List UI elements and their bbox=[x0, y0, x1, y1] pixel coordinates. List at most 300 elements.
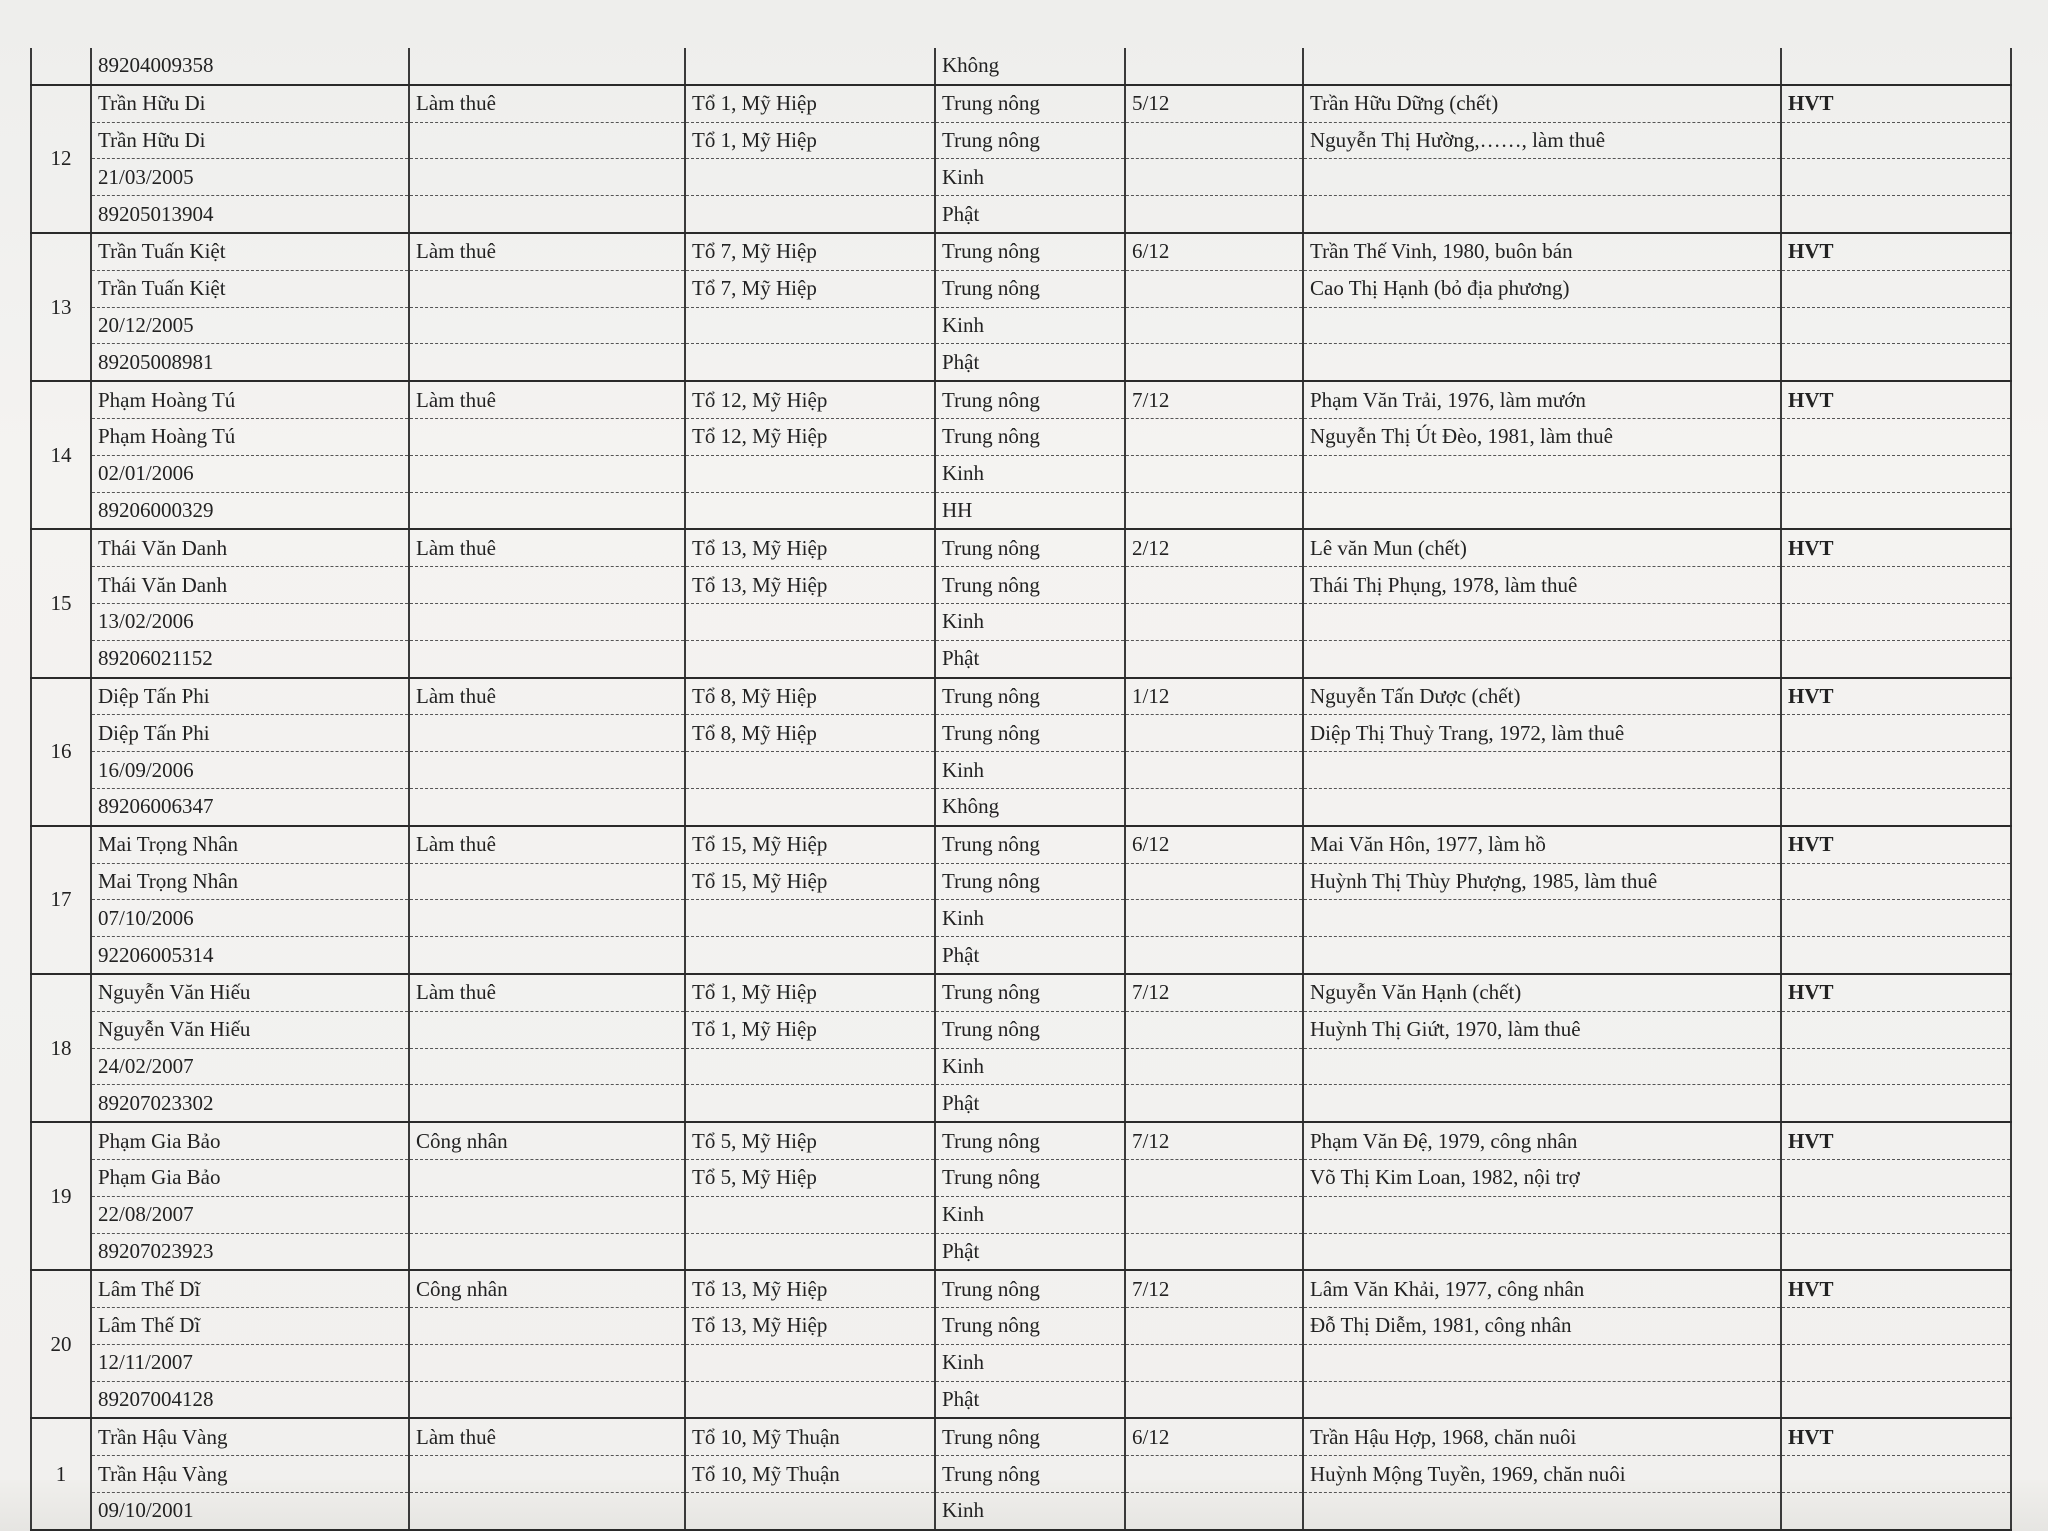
table-row bbox=[31, 603, 2011, 640]
class-cell: Trung nông bbox=[935, 826, 1125, 863]
person-name-cell: Trần Tuấn Kiệt bbox=[91, 233, 409, 270]
edu-cell bbox=[1125, 418, 1303, 455]
class-cell: Phật bbox=[935, 1085, 1125, 1122]
class-cell: Trung nông bbox=[935, 233, 1125, 270]
address-cell bbox=[685, 307, 935, 344]
table-row bbox=[31, 159, 2011, 196]
class-cell: Phật bbox=[935, 196, 1125, 233]
class-cell: Trung nông bbox=[935, 1270, 1125, 1307]
note-cell bbox=[1781, 863, 2011, 900]
note-cell: HVT bbox=[1781, 529, 2011, 566]
table-row bbox=[31, 270, 2011, 307]
parent-cell bbox=[1303, 48, 1781, 85]
table-row bbox=[31, 715, 2011, 752]
class-cell: Kinh bbox=[935, 752, 1125, 789]
job-cell bbox=[409, 1233, 685, 1270]
job-cell bbox=[409, 863, 685, 900]
note-cell: HVT bbox=[1781, 826, 2011, 863]
person-name-cell: Trần Hữu Di bbox=[91, 122, 409, 159]
parent-cell bbox=[1303, 937, 1781, 974]
address-cell: Tổ 8, Mỹ Hiệp bbox=[685, 715, 935, 752]
edu-cell: 6/12 bbox=[1125, 1418, 1303, 1455]
job-cell bbox=[409, 122, 685, 159]
table-row bbox=[31, 122, 2011, 159]
person-name-cell: Phạm Hoàng Tú bbox=[91, 418, 409, 455]
edu-cell bbox=[1125, 863, 1303, 900]
note-cell bbox=[1781, 715, 2011, 752]
person-name-cell: Phạm Gia Bảo bbox=[91, 1122, 409, 1159]
stt-cell: 16 bbox=[31, 678, 91, 826]
address-cell bbox=[685, 603, 935, 640]
note-cell bbox=[1781, 1159, 2011, 1196]
edu-cell bbox=[1125, 1344, 1303, 1381]
note-cell bbox=[1781, 1493, 2011, 1530]
stt-cell: 14 bbox=[31, 381, 91, 529]
note-cell: HVT bbox=[1781, 85, 2011, 122]
edu-cell bbox=[1125, 48, 1303, 85]
parent-cell: Mai Văn Hôn, 1977, làm hồ bbox=[1303, 826, 1781, 863]
edu-cell bbox=[1125, 603, 1303, 640]
stt-cell: 17 bbox=[31, 826, 91, 974]
address-cell bbox=[685, 455, 935, 492]
class-cell: Không bbox=[935, 788, 1125, 825]
person-name-cell: 89206000329 bbox=[91, 492, 409, 529]
person-name-cell: Trần Hậu Vàng bbox=[91, 1418, 409, 1455]
table-row bbox=[31, 492, 2011, 529]
table-row bbox=[31, 974, 2011, 1011]
person-name-cell: 16/09/2006 bbox=[91, 752, 409, 789]
job-cell bbox=[409, 1493, 685, 1530]
table-row bbox=[31, 344, 2011, 381]
edu-cell bbox=[1125, 1233, 1303, 1270]
table-row bbox=[31, 863, 2011, 900]
job-cell bbox=[409, 1011, 685, 1048]
parent-cell bbox=[1303, 640, 1781, 677]
edu-cell: 7/12 bbox=[1125, 381, 1303, 418]
class-cell: Kinh bbox=[935, 159, 1125, 196]
parent-cell: Lê văn Mun (chết) bbox=[1303, 529, 1781, 566]
parent-cell: Trần Hữu Dững (chết) bbox=[1303, 85, 1781, 122]
edu-cell: 1/12 bbox=[1125, 678, 1303, 715]
note-cell: HVT bbox=[1781, 233, 2011, 270]
stt-cell: 1 bbox=[31, 1418, 91, 1529]
address-cell bbox=[685, 48, 935, 85]
address-cell: Tổ 10, Mỹ Thuận bbox=[685, 1418, 935, 1455]
note-cell: HVT bbox=[1781, 381, 2011, 418]
job-cell bbox=[409, 196, 685, 233]
table-row bbox=[31, 1493, 2011, 1530]
class-cell: Trung nông bbox=[935, 715, 1125, 752]
address-cell bbox=[685, 788, 935, 825]
table-row bbox=[31, 455, 2011, 492]
record-sheet bbox=[30, 48, 2010, 1531]
job-cell: Làm thuê bbox=[409, 529, 685, 566]
note-cell bbox=[1781, 1233, 2011, 1270]
address-cell bbox=[685, 1085, 935, 1122]
edu-cell bbox=[1125, 1159, 1303, 1196]
person-name-cell: 89207023302 bbox=[91, 1085, 409, 1122]
note-cell bbox=[1781, 196, 2011, 233]
edu-cell bbox=[1125, 270, 1303, 307]
address-cell bbox=[685, 640, 935, 677]
person-name-cell: 21/03/2005 bbox=[91, 159, 409, 196]
job-cell bbox=[409, 937, 685, 974]
edu-cell: 2/12 bbox=[1125, 529, 1303, 566]
table-row bbox=[31, 640, 2011, 677]
job-cell: Làm thuê bbox=[409, 233, 685, 270]
address-cell: Tổ 5, Mỹ Hiệp bbox=[685, 1122, 935, 1159]
parent-cell bbox=[1303, 455, 1781, 492]
note-cell bbox=[1781, 307, 2011, 344]
address-cell bbox=[685, 1381, 935, 1418]
class-cell: Trung nông bbox=[935, 381, 1125, 418]
parent-cell: Huỳnh Thị Giứt, 1970, làm thuê bbox=[1303, 1011, 1781, 1048]
stt-cell: 20 bbox=[31, 1270, 91, 1418]
person-name-cell: 89206006347 bbox=[91, 788, 409, 825]
person-name-cell: 02/01/2006 bbox=[91, 455, 409, 492]
note-cell bbox=[1781, 1456, 2011, 1493]
parent-cell bbox=[1303, 307, 1781, 344]
person-name-cell: Diệp Tấn Phi bbox=[91, 678, 409, 715]
note-cell bbox=[1781, 1381, 2011, 1418]
table-row bbox=[31, 418, 2011, 455]
address-cell bbox=[685, 159, 935, 196]
table-row bbox=[31, 1344, 2011, 1381]
person-name-cell: Thái Văn Danh bbox=[91, 567, 409, 604]
note-cell: HVT bbox=[1781, 1122, 2011, 1159]
address-cell: Tổ 13, Mỹ Hiệp bbox=[685, 1270, 935, 1307]
table-row bbox=[31, 1381, 2011, 1418]
person-name-cell: Trần Hữu Di bbox=[91, 85, 409, 122]
job-cell bbox=[409, 788, 685, 825]
address-cell: Tổ 13, Mỹ Hiệp bbox=[685, 567, 935, 604]
note-cell bbox=[1781, 603, 2011, 640]
note-cell bbox=[1781, 455, 2011, 492]
person-name-cell: Thái Văn Danh bbox=[91, 529, 409, 566]
edu-cell bbox=[1125, 455, 1303, 492]
parent-cell: Thái Thị Phụng, 1978, làm thuê bbox=[1303, 567, 1781, 604]
edu-cell bbox=[1125, 492, 1303, 529]
table-row bbox=[31, 1196, 2011, 1233]
edu-cell bbox=[1125, 715, 1303, 752]
person-name-cell: Lâm Thế Dĩ bbox=[91, 1270, 409, 1307]
person-name-cell: 12/11/2007 bbox=[91, 1344, 409, 1381]
person-name-cell: 92206005314 bbox=[91, 937, 409, 974]
address-cell: Tổ 10, Mỹ Thuận bbox=[685, 1456, 935, 1493]
class-cell: Trung nông bbox=[935, 567, 1125, 604]
address-cell: Tổ 13, Mỹ Hiệp bbox=[685, 529, 935, 566]
job-cell bbox=[409, 1085, 685, 1122]
person-name-cell: Trần Hậu Vàng bbox=[91, 1456, 409, 1493]
address-cell bbox=[685, 1344, 935, 1381]
person-name-cell: Nguyễn Văn Hiếu bbox=[91, 1011, 409, 1048]
class-cell: Trung nông bbox=[935, 863, 1125, 900]
address-cell bbox=[685, 1233, 935, 1270]
job-cell bbox=[409, 1196, 685, 1233]
parent-cell: Huỳnh Mộng Tuyền, 1969, chăn nuôi bbox=[1303, 1456, 1781, 1493]
job-cell: Làm thuê bbox=[409, 1418, 685, 1455]
person-name-cell: 89207004128 bbox=[91, 1381, 409, 1418]
job-cell: Làm thuê bbox=[409, 974, 685, 1011]
job-cell bbox=[409, 492, 685, 529]
address-cell: Tổ 12, Mỹ Hiệp bbox=[685, 418, 935, 455]
person-name-cell: 07/10/2006 bbox=[91, 900, 409, 937]
address-cell bbox=[685, 900, 935, 937]
stt-cell: 18 bbox=[31, 974, 91, 1122]
address-cell: Tổ 1, Mỹ Hiệp bbox=[685, 974, 935, 1011]
parent-cell bbox=[1303, 1493, 1781, 1530]
person-name-cell: Trần Tuấn Kiệt bbox=[91, 270, 409, 307]
job-cell bbox=[409, 900, 685, 937]
address-cell: Tổ 7, Mỹ Hiệp bbox=[685, 270, 935, 307]
parent-cell: Trần Hậu Hợp, 1968, chăn nuôi bbox=[1303, 1418, 1781, 1455]
parent-cell: Trần Thế Vinh, 1980, buôn bán bbox=[1303, 233, 1781, 270]
edu-cell: 7/12 bbox=[1125, 974, 1303, 1011]
person-name-cell: 89205008981 bbox=[91, 344, 409, 381]
parent-cell bbox=[1303, 752, 1781, 789]
table-row bbox=[31, 1456, 2011, 1493]
address-cell bbox=[685, 937, 935, 974]
person-name-cell: 89205013904 bbox=[91, 196, 409, 233]
job-cell bbox=[409, 640, 685, 677]
table-row bbox=[31, 826, 2011, 863]
stt-cell: 15 bbox=[31, 529, 91, 677]
job-cell bbox=[409, 1456, 685, 1493]
note-cell: HVT bbox=[1781, 1270, 2011, 1307]
job-cell bbox=[409, 1308, 685, 1345]
class-cell: Trung nông bbox=[935, 1122, 1125, 1159]
stt-cell bbox=[31, 48, 91, 85]
class-cell: Trung nông bbox=[935, 1456, 1125, 1493]
address-cell bbox=[685, 492, 935, 529]
person-name-cell: Nguyễn Văn Hiếu bbox=[91, 974, 409, 1011]
table-body bbox=[31, 48, 2011, 1530]
address-cell: Tổ 15, Mỹ Hiệp bbox=[685, 826, 935, 863]
note-cell bbox=[1781, 1308, 2011, 1345]
job-cell: Làm thuê bbox=[409, 678, 685, 715]
person-name-cell: 89206021152 bbox=[91, 640, 409, 677]
address-cell bbox=[685, 752, 935, 789]
person-name-cell: Phạm Hoàng Tú bbox=[91, 381, 409, 418]
stt-cell: 19 bbox=[31, 1122, 91, 1270]
person-name-cell: 89207023923 bbox=[91, 1233, 409, 1270]
stt-cell: 13 bbox=[31, 233, 91, 381]
class-cell: HH bbox=[935, 492, 1125, 529]
edu-cell: 6/12 bbox=[1125, 233, 1303, 270]
note-cell bbox=[1781, 159, 2011, 196]
job-cell: Làm thuê bbox=[409, 85, 685, 122]
note-cell bbox=[1781, 788, 2011, 825]
parent-cell bbox=[1303, 344, 1781, 381]
edu-cell: 5/12 bbox=[1125, 85, 1303, 122]
table-row bbox=[31, 567, 2011, 604]
id-cell: 89204009358 bbox=[91, 48, 409, 85]
job-cell: Công nhân bbox=[409, 1270, 685, 1307]
table-row bbox=[31, 1418, 2011, 1455]
job-cell bbox=[409, 48, 685, 85]
edu-cell bbox=[1125, 1196, 1303, 1233]
parent-cell bbox=[1303, 1048, 1781, 1085]
job-cell bbox=[409, 344, 685, 381]
edu-cell bbox=[1125, 1011, 1303, 1048]
address-cell: Tổ 1, Mỹ Hiệp bbox=[685, 122, 935, 159]
table-row bbox=[31, 1308, 2011, 1345]
parent-cell: Phạm Văn Đệ, 1979, công nhân bbox=[1303, 1122, 1781, 1159]
class-cell: Trung nông bbox=[935, 1308, 1125, 1345]
job-cell bbox=[409, 159, 685, 196]
table-row bbox=[31, 788, 2011, 825]
note-cell bbox=[1781, 752, 2011, 789]
edu-cell bbox=[1125, 1493, 1303, 1530]
note-cell bbox=[1781, 567, 2011, 604]
note-cell bbox=[1781, 122, 2011, 159]
address-cell: Tổ 13, Mỹ Hiệp bbox=[685, 1308, 935, 1345]
parent-cell: Nguyễn Tấn Dược (chết) bbox=[1303, 678, 1781, 715]
table-row bbox=[31, 85, 2011, 122]
job-cell bbox=[409, 752, 685, 789]
edu-cell bbox=[1125, 307, 1303, 344]
parent-cell: Nguyễn Thị Hường,……, làm thuê bbox=[1303, 122, 1781, 159]
parent-cell bbox=[1303, 1196, 1781, 1233]
class-cell: Trung nông bbox=[935, 1418, 1125, 1455]
address-cell bbox=[685, 1196, 935, 1233]
class-cell: Trung nông bbox=[935, 974, 1125, 1011]
note-cell bbox=[1781, 492, 2011, 529]
parent-cell: Nguyễn Thị Út Đèo, 1981, làm thuê bbox=[1303, 418, 1781, 455]
table-row bbox=[31, 1159, 2011, 1196]
note-cell: HVT bbox=[1781, 1418, 2011, 1455]
edu-cell: 7/12 bbox=[1125, 1270, 1303, 1307]
edu-cell bbox=[1125, 567, 1303, 604]
class-cell: Trung nông bbox=[935, 270, 1125, 307]
table-row bbox=[31, 900, 2011, 937]
job-cell bbox=[409, 1381, 685, 1418]
person-name-cell: 24/02/2007 bbox=[91, 1048, 409, 1085]
edu-cell: 6/12 bbox=[1125, 826, 1303, 863]
parent-cell: Đỗ Thị Diễm, 1981, công nhân bbox=[1303, 1308, 1781, 1345]
note-cell bbox=[1781, 1196, 2011, 1233]
edu-cell bbox=[1125, 344, 1303, 381]
class-cell: Kinh bbox=[935, 1344, 1125, 1381]
job-cell bbox=[409, 455, 685, 492]
job-cell bbox=[409, 418, 685, 455]
parent-cell bbox=[1303, 603, 1781, 640]
class-cell: Kinh bbox=[935, 603, 1125, 640]
class-cell: Kinh bbox=[935, 1048, 1125, 1085]
address-cell: Tổ 5, Mỹ Hiệp bbox=[685, 1159, 935, 1196]
parent-cell bbox=[1303, 1381, 1781, 1418]
address-cell: Tổ 1, Mỹ Hiệp bbox=[685, 1011, 935, 1048]
class-cell: Trung nông bbox=[935, 85, 1125, 122]
religion-cell: Không bbox=[935, 48, 1125, 85]
table-row bbox=[31, 937, 2011, 974]
class-cell: Trung nông bbox=[935, 678, 1125, 715]
parent-cell: Lâm Văn Khải, 1977, công nhân bbox=[1303, 1270, 1781, 1307]
table-row bbox=[31, 196, 2011, 233]
stt-cell: 12 bbox=[31, 85, 91, 233]
table-row bbox=[31, 1011, 2011, 1048]
note-cell bbox=[1781, 900, 2011, 937]
table-row bbox=[31, 678, 2011, 715]
note-cell bbox=[1781, 1048, 2011, 1085]
edu-cell bbox=[1125, 1048, 1303, 1085]
edu-cell bbox=[1125, 1085, 1303, 1122]
parent-cell bbox=[1303, 1233, 1781, 1270]
person-name-cell: Lâm Thế Dĩ bbox=[91, 1308, 409, 1345]
person-name-cell: Diệp Tấn Phi bbox=[91, 715, 409, 752]
edu-cell bbox=[1125, 900, 1303, 937]
person-name-cell: Mai Trọng Nhân bbox=[91, 863, 409, 900]
person-name-cell: 13/02/2006 bbox=[91, 603, 409, 640]
class-cell: Phật bbox=[935, 640, 1125, 677]
parent-cell: Cao Thị Hạnh (bỏ địa phương) bbox=[1303, 270, 1781, 307]
address-cell bbox=[685, 196, 935, 233]
job-cell bbox=[409, 715, 685, 752]
class-cell: Kinh bbox=[935, 307, 1125, 344]
edu-cell bbox=[1125, 640, 1303, 677]
person-name-cell: Phạm Gia Bảo bbox=[91, 1159, 409, 1196]
edu-cell bbox=[1125, 122, 1303, 159]
class-cell: Kinh bbox=[935, 1493, 1125, 1530]
job-cell bbox=[409, 1344, 685, 1381]
table-row bbox=[31, 381, 2011, 418]
address-cell: Tổ 1, Mỹ Hiệp bbox=[685, 85, 935, 122]
parent-cell bbox=[1303, 900, 1781, 937]
note-cell bbox=[1781, 1085, 2011, 1122]
table-row bbox=[31, 1122, 2011, 1159]
address-cell: Tổ 15, Mỹ Hiệp bbox=[685, 863, 935, 900]
table-row bbox=[31, 752, 2011, 789]
parent-cell bbox=[1303, 788, 1781, 825]
parent-cell bbox=[1303, 1085, 1781, 1122]
parent-cell: Huỳnh Thị Thùy Phượng, 1985, làm thuê bbox=[1303, 863, 1781, 900]
job-cell bbox=[409, 1048, 685, 1085]
address-cell: Tổ 12, Mỹ Hiệp bbox=[685, 381, 935, 418]
parent-cell: Phạm Văn Trải, 1976, làm mướn bbox=[1303, 381, 1781, 418]
table-row bbox=[31, 1048, 2011, 1085]
note-cell: HVT bbox=[1781, 974, 2011, 1011]
address-cell bbox=[685, 1493, 935, 1530]
job-cell: Làm thuê bbox=[409, 381, 685, 418]
note-cell bbox=[1781, 270, 2011, 307]
table-row bbox=[31, 529, 2011, 566]
edu-cell bbox=[1125, 1381, 1303, 1418]
parent-cell: Nguyễn Văn Hạnh (chết) bbox=[1303, 974, 1781, 1011]
parent-cell bbox=[1303, 492, 1781, 529]
parent-cell bbox=[1303, 196, 1781, 233]
edu-cell bbox=[1125, 937, 1303, 974]
edu-cell bbox=[1125, 196, 1303, 233]
class-cell: Phật bbox=[935, 344, 1125, 381]
class-cell: Trung nông bbox=[935, 1159, 1125, 1196]
class-cell: Trung nông bbox=[935, 122, 1125, 159]
note-cell bbox=[1781, 1344, 2011, 1381]
note-cell bbox=[1781, 1011, 2011, 1048]
edu-cell bbox=[1125, 1308, 1303, 1345]
class-cell: Phật bbox=[935, 1233, 1125, 1270]
job-cell bbox=[409, 307, 685, 344]
class-cell: Phật bbox=[935, 1381, 1125, 1418]
parent-cell bbox=[1303, 1344, 1781, 1381]
note-cell bbox=[1781, 418, 2011, 455]
edu-cell bbox=[1125, 788, 1303, 825]
edu-cell bbox=[1125, 159, 1303, 196]
person-name-cell: 09/10/2001 bbox=[91, 1493, 409, 1530]
table-row bbox=[31, 1085, 2011, 1122]
parent-cell: Võ Thị Kim Loan, 1982, nội trợ bbox=[1303, 1159, 1781, 1196]
note-cell bbox=[1781, 640, 2011, 677]
conscript-table bbox=[30, 48, 2012, 1531]
